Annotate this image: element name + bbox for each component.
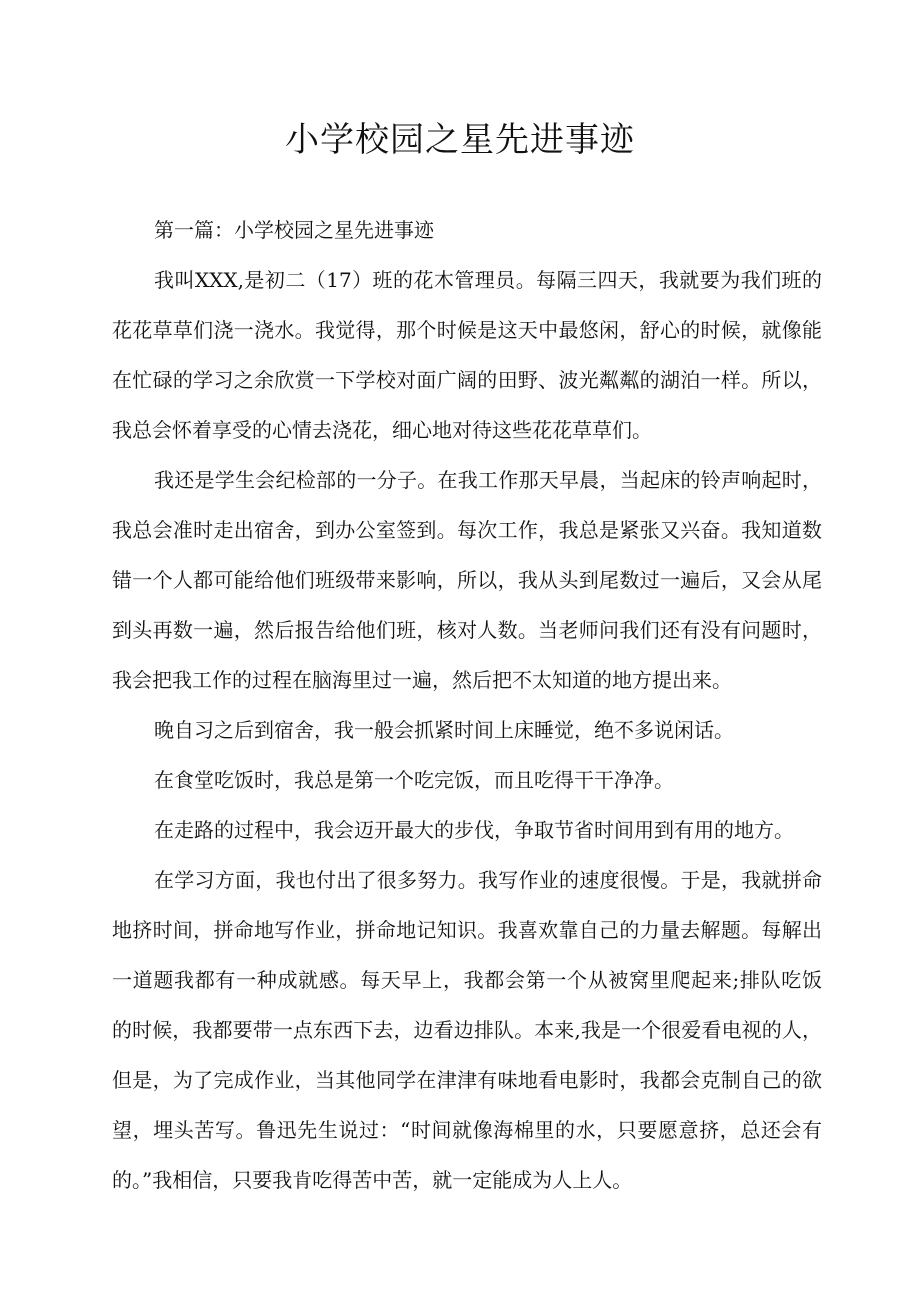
- paragraph-line: 到头再数一遍，然后报告给他们班，核对人数。当老师问我们还有没有问题时，: [112, 618, 822, 642]
- paragraph-2: [112, 455, 822, 705]
- paragraph-1: [112, 255, 822, 455]
- paragraph-6: [112, 855, 822, 1205]
- paragraph-line: 在走路的过程中，我会迈开最大的步伐，争取节省时间用到有用的地方。: [154, 818, 794, 842]
- paragraph-line: 在忙碌的学习之余欣赏一下学校对面广阔的田野、波光粼粼的湖泊一样。所以，: [112, 368, 822, 392]
- section-subtitle: 第一篇：小学校园之星先进事迹: [154, 218, 434, 242]
- paragraph-line: 我叫XXX,是初二（17）班的花木管理员。每隔三四天，我就要为我们班的: [154, 268, 822, 292]
- paragraph-4: [112, 755, 822, 805]
- paragraph-line: 花花草草们浇一浇水。我觉得，那个时候是这天中最悠闲，舒心的时候，就像能: [112, 318, 822, 342]
- paragraph-line: 地挤时间，拼命地写作业，拼命地记知识。我喜欢靠自己的力量去解题。每解出: [112, 918, 822, 942]
- paragraph-line: 错一个人都可能给他们班级带来影响，所以，我从头到尾数过一遍后，又会从尾: [112, 568, 822, 592]
- paragraph-5: [112, 805, 822, 855]
- paragraph-line: 的时候，我都要带一点东西下去，边看边排队。本来,我是一个很爱看电视的人，: [112, 1018, 822, 1042]
- paragraph-3: [112, 705, 822, 755]
- paragraph-line: 在食堂吃饭时，我总是第一个吃完饭，而且吃得干干净净。: [154, 768, 674, 792]
- paragraph-line: 的。”我相信，只要我肯吃得苦中苦，就一定能成为人上人。: [112, 1168, 633, 1192]
- paragraph-line: 我会把我工作的过程在脑海里过一遍，然后把不太知道的地方提出来。: [112, 668, 732, 692]
- paragraph-line: 一道题我都有一种成就感。每天早上，我都会第一个从被窝里爬起来;排队吃饭: [112, 968, 822, 992]
- paragraph-line: 我总会怀着享受的心情去浇花，细心地对待这些花花草草们。: [112, 418, 652, 442]
- paragraph-line: 我还是学生会纪检部的一分子。在我工作那天早晨，当起床的铃声响起时，: [154, 468, 822, 492]
- paragraph-line: 晚自习之后到宿舍，我一般会抓紧时间上床睡觉，绝不多说闲话。: [154, 718, 734, 742]
- paragraph-line: 在学习方面，我也付出了很多努力。我写作业的速度很慢。于是，我就拼命: [154, 868, 822, 892]
- document-body: [112, 205, 822, 1205]
- paragraph-line: 我总会准时走出宿舍，到办公室签到。每次工作，我总是紧张又兴奋。我知道数: [112, 518, 822, 542]
- paragraph-line: 望，埋头苦写。鲁迅先生说过：“时间就像海棉里的水，只要愿意挤，总还会有: [112, 1118, 822, 1142]
- paragraph-line: 但是，为了完成作业，当其他同学在津津有味地看电影时，我都会克制自己的欲: [112, 1068, 822, 1092]
- document-title: 小学校园之星先进事迹: [285, 120, 635, 160]
